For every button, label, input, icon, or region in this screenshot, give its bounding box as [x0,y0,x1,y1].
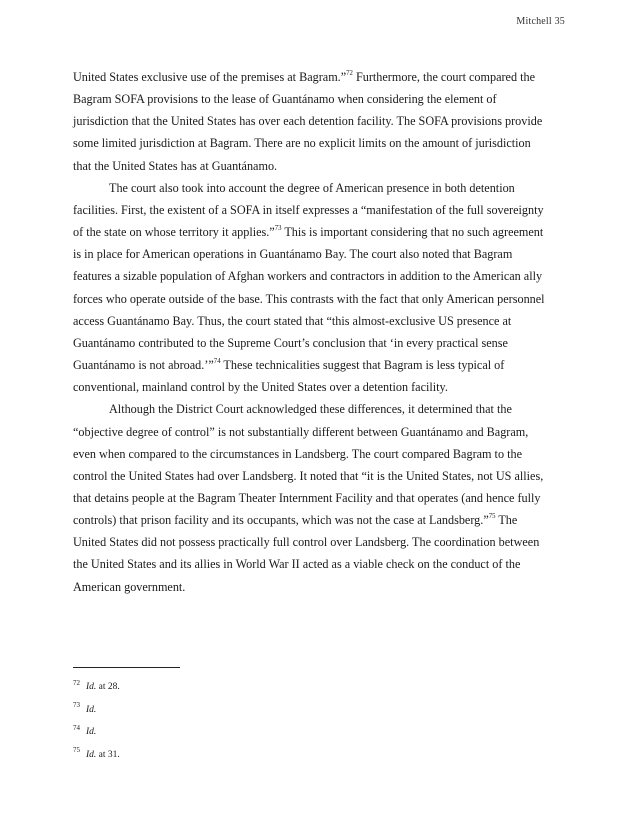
body-line-text: United States did not possess practically full control over Landsberg. The coordination between [73,535,540,550]
footnote-ref[interactable]: 75 [488,513,496,521]
body-line-text: that detains people at the Bagram Theater Internment Facility and that operates (and hence fully [73,490,541,505]
body-line-text: United States exclusive use of the premises at Bagram.” [73,70,347,84]
body-line-text: some limited jurisdiction at Bagram. There are no explicit limits on the amount of jurisdiction [73,136,531,151]
body-line-text: features a sizable population of Afghan workers and contractors in addition to the American ally [73,269,543,284]
body-line [73,243,573,265]
body-line-text: conventional, mainland control by the United States over a detention facility. [73,380,448,395]
body-line-text: is in place for American operations in Guantánamo Bay. The court also noted that Bagram [73,247,513,262]
body-line-text: Furthermore, the court compared the [352,70,535,84]
footnote-item [73,699,120,722]
footnotes [73,676,120,766]
footnote-item [73,676,120,699]
body-line-text: Guantánamo contributed to the Supreme Court’s conclusion that ‘in every practical sense [73,335,508,350]
body-line-text: controls) that prison facility and its occupants, which was not the case at Landsberg.” [73,513,489,528]
body-line [73,155,573,177]
body-line [73,376,573,398]
footnote-citation: Id. [86,749,97,760]
body-line [73,265,573,287]
body-line [73,66,573,88]
body-text [73,66,573,598]
body-line [73,398,573,420]
footnote-pinpoint: at 31. [96,749,120,760]
body-line-text: the United States and its allies in World War II acted as a viable check on the conduct of the [73,557,521,572]
footnote-separator [73,667,180,668]
body-line [73,199,573,221]
body-line-text: of the state on whose territory it applies.” [73,225,275,240]
footnote-citation: Id. [86,682,97,692]
body-line-text: jurisdiction that the United States has over each detention facility. The SOFA provisions provide [73,114,543,129]
body-line-text: American government. [73,579,186,594]
footnote-item [73,721,120,744]
body-line [73,132,573,154]
body-line [73,443,573,465]
body-line-text: that the United States has at Guantánamo. [73,158,278,173]
body-line [73,177,573,199]
body-line [73,487,573,509]
body-line [73,354,573,376]
body-line-text: control the United States had over Landsberg. It noted that “it is the United States, not US allies, [73,468,544,483]
body-line-text: Guantánamo is not abroad.’” [73,358,214,373]
body-line-text: These technicalities suggest that Bagram is less typical of [220,358,505,373]
body-line-text: The court also took into account the degree of American presence in both detention [109,180,515,195]
body-line [73,421,573,443]
body-line-text: Although the District Court acknowledged these differences, it determined that the [109,402,512,417]
body-line [73,310,573,332]
footnote-ref[interactable]: 74 [213,357,221,365]
footnote-citation: Id. [86,704,97,715]
running-head: Mitchell 35 [516,16,565,27]
body-line-text: “objective degree of control” is not substantially different between Guantánamo and Bagram, [73,424,529,439]
footnote-number: 75 [73,746,80,755]
footnote-number: 73 [73,701,80,710]
body-line-text: facilities. First, the existent of a SOFA in itself expresses a “manifestation of the full sovereignty [73,202,544,217]
body-line-text: even when compared to the circumstances in Landsberg. The court compared Bagram to the [73,446,522,461]
body-line [73,88,573,110]
footnote-ref[interactable]: 73 [274,225,282,233]
body-line [73,110,573,132]
body-line-text: This is important considering that no such agreement [281,225,544,240]
body-line-text: The [495,513,518,528]
body-line [73,288,573,310]
body-line [73,465,573,487]
body-line [73,531,573,553]
body-line [73,553,573,575]
body-line [73,332,573,354]
footnote-item [73,744,120,767]
body-line-text: forces who operate outside of the base. This contrasts with the fact that only American personnel [73,291,545,306]
footnote-pinpoint: at 28. [96,682,120,692]
body-line-text: Bagram SOFA provisions to the lease of Guantánamo when considering the element of [73,92,497,107]
footnote-ref[interactable]: 72 [346,69,353,77]
footnote-citation: Id. [86,727,97,737]
footnote-number: 72 [73,678,80,687]
body-line [73,576,573,598]
body-line [73,221,573,243]
footnote-number: 74 [73,723,80,732]
body-line [73,509,573,531]
body-line-text: access Guantánamo Bay. Thus, the court stated that “this almost-exclusive US presence at [73,313,512,328]
